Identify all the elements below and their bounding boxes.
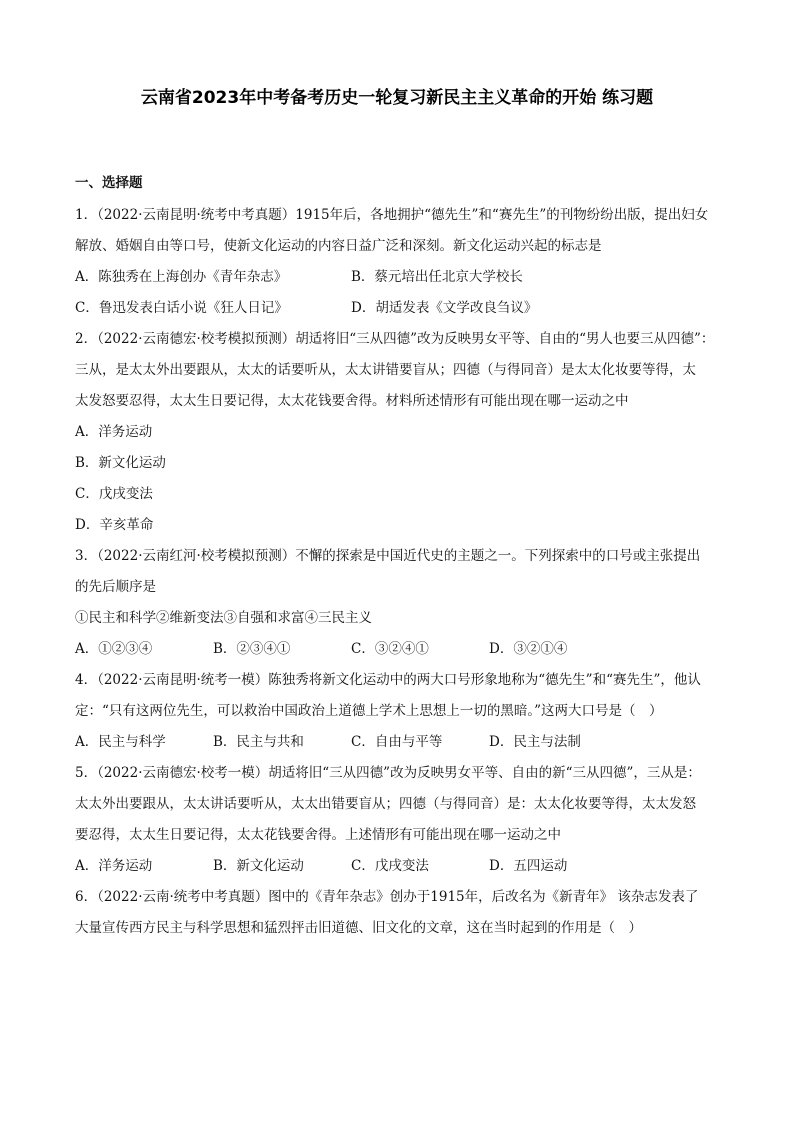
question-2-stem-line-3: 太发怒要忍得，太太生日要记得，太太花钱要舍得。材料所述情形有可能出现在哪一运动之中 <box>75 393 629 409</box>
question-3-stem-line-2: 的先后顺序是 <box>75 579 156 595</box>
question-5-option-b[interactable]: B．新文化运动 <box>213 858 304 874</box>
section-heading: 一、选择题 <box>75 175 143 191</box>
question-6 <box>75 882 719 944</box>
question-2-option-c[interactable]: C．戊戌变法 <box>75 486 153 502</box>
question-5-stem-line-1: 5．（2022·云南德宏·校考一模）胡适将旧“三从四德”改为反映男女平等、自由的新“三从四德”，三从是： <box>75 765 701 781</box>
question-6-stem-line-2: 大量宣传西方民主与科学思想和猛烈抨击旧道德、旧文化的文章，这在当时起到的作用是（ ） <box>75 920 642 936</box>
question-1-stem-line-1: 1．（2022·云南昆明·统考中考真题）1915年后，各地拥护“德先生”和“赛先生”的刊物纷纷出版，提出妇女 <box>75 207 709 223</box>
question-5-stem-line-2: 太太外出要跟从，太太讲话要听从，太太出错要盲从；四德（与得同音）是：太太化妆要等得，太太发怒 <box>75 796 696 812</box>
question-4-stem-line-1: 4．（2022·云南昆明·统考一模）陈独秀将新文化运动中的两大口号形象地称为“德先生”和“赛先生”，他认 <box>75 672 701 688</box>
question-1-options-row-2 <box>75 293 719 324</box>
question-3-option-c[interactable]: C．③②④① <box>351 641 429 657</box>
question-3-option-a[interactable]: A．①②③④ <box>75 641 153 657</box>
question-4-option-a[interactable]: A．民主与科学 <box>75 734 166 750</box>
question-4-option-c[interactable]: C．自由与平等 <box>351 734 443 750</box>
question-4-option-b[interactable]: B．民主与共和 <box>213 734 304 750</box>
question-3 <box>75 541 719 665</box>
question-6-stem-line-1: 6．（2022·云南·统考中考真题）图中的《青年杂志》创办于1915年，后改名为《新青年》 该杂志发表了 <box>75 889 699 905</box>
question-2-stem-line-2: 三从，是太太外出要跟从，太太的话要听从，太太讲错要盲从；四德（与得同音）是太太化妆要等得，太 <box>75 362 696 378</box>
question-5-options-row <box>75 851 719 882</box>
question-1-option-d[interactable]: D．胡适发表《文学改良刍议》 <box>351 300 538 316</box>
question-1 <box>75 200 719 324</box>
question-5 <box>75 758 719 882</box>
question-1-option-b[interactable]: B．蔡元培出任北京大学校长 <box>351 269 523 285</box>
question-2-option-b[interactable]: B．新文化运动 <box>75 455 166 471</box>
question-5-stem-line-3: 要忍得，太太生日要记得，太太花钱要舍得。上述情形有可能出现在哪一运动之中 <box>75 827 561 843</box>
question-1-option-c[interactable]: C．鲁迅发表白话小说《狂人日记》 <box>75 300 288 316</box>
question-2-option-a[interactable]: A．洋务运动 <box>75 424 153 440</box>
question-3-option-d[interactable]: D．③②①④ <box>489 641 568 657</box>
question-4 <box>75 665 719 758</box>
question-5-option-c[interactable]: C．戊戌变法 <box>351 858 429 874</box>
question-2-stem-line-1: 2．（2022·云南德宏·校考模拟预测）胡适将旧“三从四德”改为反映男女平等、自由的“男人也要三从四德”： <box>75 331 715 347</box>
question-4-options-row <box>75 727 719 758</box>
question-1-stem-line-2: 解放、婚姻自由等口号，使新文化运动的内容日益广泛和深刻。新文化运动兴起的标志是 <box>75 238 602 254</box>
question-1-option-a[interactable]: A．陈独秀在上海创办《青年杂志》 <box>75 269 288 285</box>
document-title: 云南省2023年中考备考历史一轮复习新民主主义革命的开始 练习题 <box>140 88 654 108</box>
question-2-option-d[interactable]: D．辛亥革命 <box>75 517 154 533</box>
question-5-option-a[interactable]: A．洋务运动 <box>75 858 153 874</box>
question-5-option-d[interactable]: D．五四运动 <box>489 858 568 874</box>
question-3-stem-line-3: ①民主和科学②维新变法③自强和求富④三民主义 <box>75 610 372 626</box>
question-2 <box>75 324 719 541</box>
question-4-option-d[interactable]: D．民主与法制 <box>489 734 581 750</box>
question-3-option-b[interactable]: B．②③④① <box>213 641 291 657</box>
question-3-stem-line-1: 3．（2022·云南红河·校考模拟预测）不懈的探索是中国近代史的主题之一。下列探索中的口号或主张提出 <box>75 548 701 564</box>
question-4-stem-line-2: 定：“只有这两位先生，可以救治中国政治上道德上学术上思想上一切的黑暗。”这两大口号是（ ） <box>75 703 663 719</box>
question-3-options-row <box>75 634 719 665</box>
question-1-options-row-1 <box>75 262 719 293</box>
